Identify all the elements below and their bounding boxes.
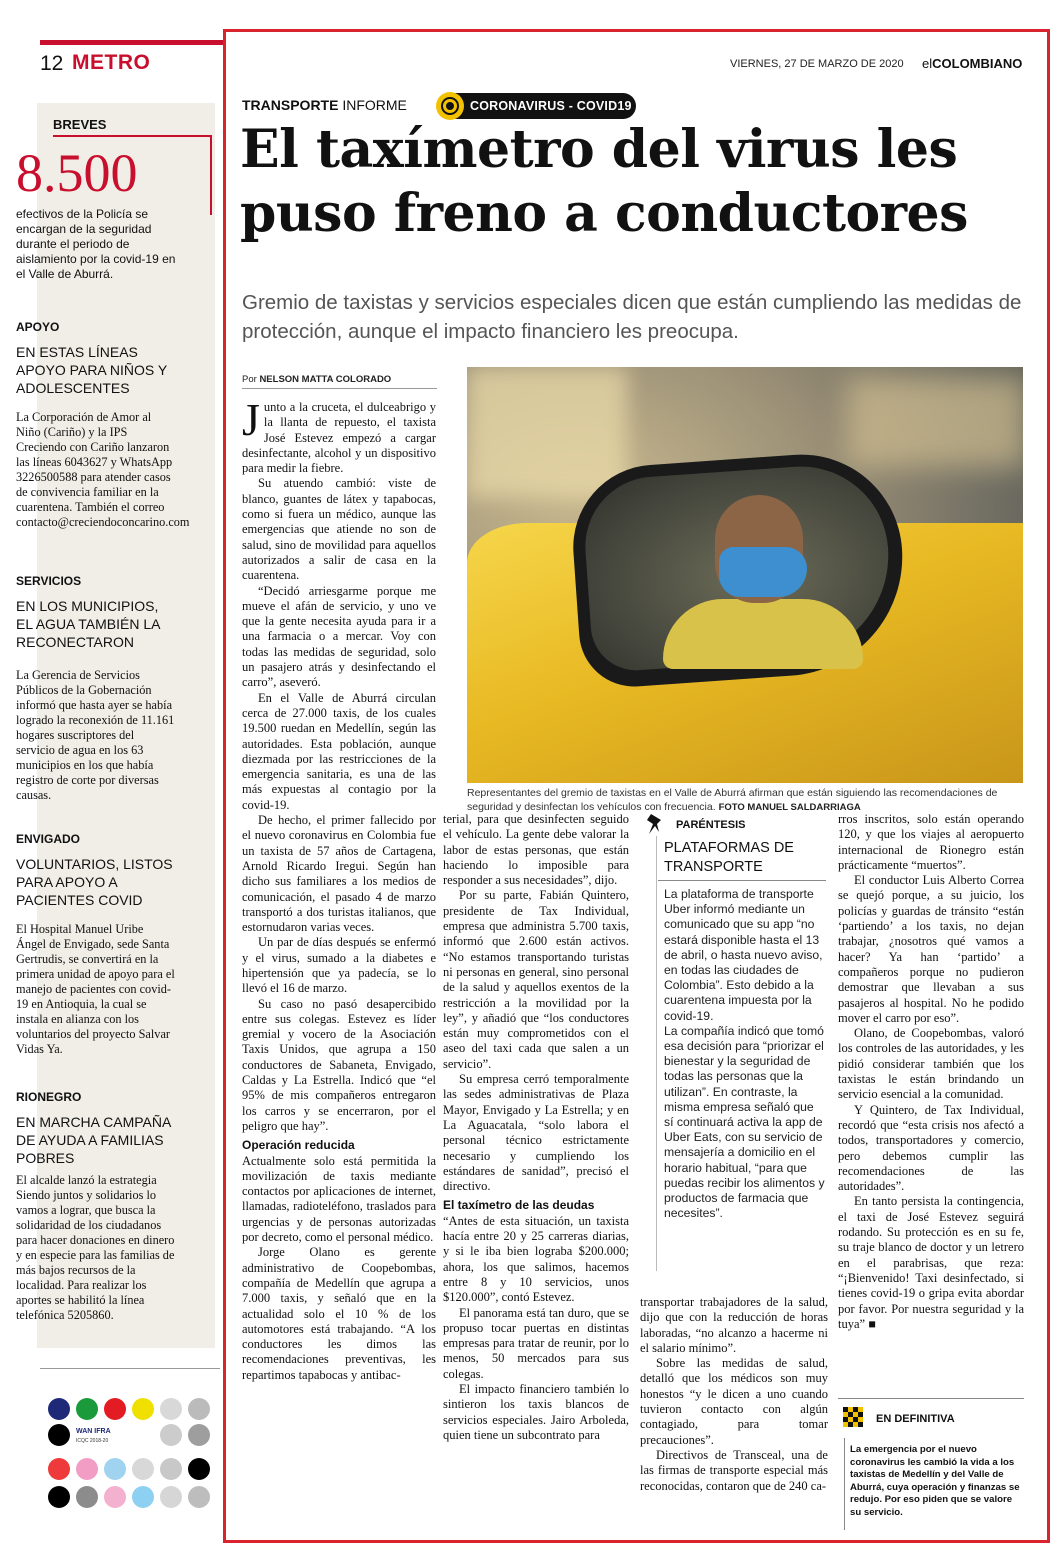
big-number-text: efectivos de la Policía se encargan de la seguridad durante el periodo de aislamiento por la covid-19 en el Valle de Aburrá. xyxy=(16,207,176,281)
parentesis-rule-vertical xyxy=(656,836,657,1271)
sidebar-item-title-envigado: VOLUNTARIOS, LISTOS PARA APOYO A PACIENTES COVID xyxy=(16,856,173,908)
newspaper-masthead: elCOLOMBIANO xyxy=(922,56,1023,71)
color-swatch xyxy=(48,1398,70,1420)
definitiva-rule-vertical xyxy=(844,1438,845,1530)
color-control-strip xyxy=(48,1398,198,1513)
icqc-label: ICQC 2018-20 xyxy=(76,1438,109,1444)
color-swatch xyxy=(76,1398,98,1420)
sidebar-item-title-rionegro: EN MARCHA CAMPAÑA DE AYUDA A FAMILIAS POBRES xyxy=(16,1114,171,1166)
color-swatch xyxy=(188,1398,210,1420)
color-swatch xyxy=(48,1458,70,1480)
deck: Gremio de taxistas y servicios especiales dicen que están cumpliendo las medidas de protección, aunque el impacto financiero les preocupa. xyxy=(242,291,1022,343)
dateline: VIERNES, 27 DE MARZO DE 2020 xyxy=(730,58,904,70)
color-swatch xyxy=(132,1398,154,1420)
header-rule xyxy=(40,40,225,45)
sidebar-item-head-rionegro: RIONEGRO xyxy=(16,1090,82,1104)
color-swatch xyxy=(76,1458,98,1480)
covid-badge-text: CORONAVIRUS - COVID19 xyxy=(470,99,632,113)
definitiva-rule xyxy=(838,1398,1024,1399)
page-number: 12 xyxy=(40,52,64,75)
section-name: METRO xyxy=(72,51,151,74)
dropcap: J xyxy=(242,394,260,445)
sidebar-item-head-envigado: ENVIGADO xyxy=(16,832,81,846)
parentesis-label: PARÉNTESIS xyxy=(676,819,746,831)
body-column-4: rros inscritos, solo están operando 120, y que los viajes al aeropuerto internacional de Rionegro están prácticamente “muertos”. El conductor Luis Alberto Correa se quejó porque, a su juicio, los policías y guardas de tránsito “están ‘partiendo’ a los taxis, no dejan trabajar, ¿nosotros qué vamos a hacer? Ya han ‘partido’ a compañeros porque no pudieron demostrar que llevaban a sus pasajeros al hospital. No he podido mover el carro por eso”. Olano, de Coopebombas, valoró los controles de las autoridades, y les pidió considerar también que los taxistas le están brindando un servicio esencial a la comunidad. Y Quintero, de Tax Individual, recordó que “esta crisis nos afectó a todos, transportadores y comercio, pero debemos cumplir las recomendaciones de las autoridades”. En tanto persista la contingencia, el taxi de José Estevez seguirá rodando. Su protección es en su fe, su traje blanco de doctor y un letrero en el parabrisas, que reza: “¡Bienvenido! Taxi desinfectado, si tienes covid-19 o gripa evita abordar por favor. Por nuestra seguridad y la tuya” ■ xyxy=(838,812,1024,1331)
definitiva-body: La emergencia por el nuevo coronavirus les cambió la vida a los taxistas de Medellín y del Valle de Aburrá, cuya operación y finanzas se redujo. Por eso piden que se valore su servicio. xyxy=(850,1444,1020,1518)
color-swatch xyxy=(132,1458,154,1480)
sidebar-item-body-rionegro: El alcalde lanzó la estrategia Siendo juntos y solidarios lo vamos a lograr, que busca la solidaridad de los ciudadanos para hacer donaciones en dinero y en especie para las familias de más bajos recursos de la localidad. Para realizar los aportes se habilitó la línea telefónica 5205860. xyxy=(16,1173,175,1322)
body-column-3: transportar trabajadores de la salud, dijo que con la reducción de horas laboradas, “no alcanzo a hacerme ni el salario mínimo”. Sobre las medidas de salud, detalló que los médicos son muy honestos “y le dicen a uno cuando tuvieron contacto con algún contagiado, para tomar precauciones”. Directivos de Transceal, una de las firmas de transporte especial más reconocidas, contaron que de 240 ca- xyxy=(640,1295,828,1493)
body-column-1: Junto a la cruceta, el dulceabrigo y la llanta de repuesto, el taxista José Estevez empezó a cargar desinfectante, alcohol y un dispositivo para medir la fiebre. Su atuendo cambió: viste de blanco, guantes de látex y tapabocas, como si fuera un médico, aunque las emergencias que atiende no son de salud, sino de movilidad para aquellos autorizados a salir de casa en la cuarentena. “Decidó arriesgarme porque me mueve el afán de servicio, y uno ve que la gente necesita ayuda para ir a una farmacia o a mercar. Voy con todas las medidas de seguridad, solo un pasajero atrás y desinfectando el carro”, aseveró. En el Valle de Aburrá circulan cerca de 27.000 taxis, de los cuales 19.500 ruedan en Medellín, según las autoridades. Esta población, aunque diezmada por las restricciones de la emergencia sanitaria, es una de las más expuestas al contagio por la covid-19. De hecho, el primer fallecido por el nuevo coronavirus en Colombia fue un taxista de 57 años de Cartagena, Arnold Ricardo Iregui. Según han dicho sus familiares a los medios de comunicación, el pasado 4 de marzo transportó a dos turistas italianos, que estornudaron varias veces. Un par de días después se enfermó y el virus, sumado a la diabetes e hipertensión que ya padecía, se lo llevó el 16 de marzo. Su caso no pasó desapercibido entre sus colegas. Estevez es líder gremial y vocero de la Asociación Taxis Unidos, que agrupa a 150 conductores de Sabaneta, Envigado, Caldas y La Estrella. Indicó que “el 95% de mis compañeros entregaron los carros y se encerraron, por el peligro que hay”. Operación reducida Actualmente solo está permitida la movilización de taxis mediante contactos por aplicaciones de internet, llamadas, radioteléfono, traslados para urgencias y de personas autorizadas por decreto, como el personal médico. Jorge Olano es gerente administrativo de Coopebombas, compañía de Medellín que agrupa a 7.000 taxis, y señaló que en la actualidad solo el 10 % de los automotores está trabajando. “A los conductores les dimos las recomendaciones preventivas, les repartimos tapabocas y antibac- xyxy=(242,394,436,1382)
face-mask xyxy=(719,547,807,597)
sidebar-item-head-servicios: SERVICIOS xyxy=(16,574,82,588)
ad-rule xyxy=(40,1368,220,1369)
sidebar-item-head-apoyo: APOYO xyxy=(16,320,60,334)
color-swatch xyxy=(160,1398,182,1420)
color-swatch xyxy=(188,1458,210,1480)
byline-rule xyxy=(242,388,437,389)
article-kicker: TRANSPORTE INFORME xyxy=(242,97,407,113)
parentesis-rule xyxy=(658,880,826,881)
color-swatch xyxy=(104,1486,126,1508)
color-swatch xyxy=(104,1458,126,1480)
sidebar-item-body-apoyo: La Corporación de Amor al Niño (Cariño) y la IPS Creciendo con Cariño lanzaron las líneas 6043627 y WhatsApp 3226500588 para atender casos de convivencia familiar en la cuarentena. También el correo contacto@creciendoconcarino.com xyxy=(16,410,190,529)
checker-icon xyxy=(843,1407,863,1427)
virus-icon xyxy=(436,92,464,120)
sidebar-item-title-servicios: EN LOS MUNICIPIOS, EL AGUA TAMBIÉN LA RECONECTARON xyxy=(16,598,160,650)
pin-icon xyxy=(645,812,665,836)
driver-shirt xyxy=(663,599,863,669)
breves-rule xyxy=(53,135,211,137)
breves-label: BREVES xyxy=(53,117,107,132)
headline: El taxímetro del virus les puso freno a conductores xyxy=(240,119,968,244)
sidebar-item-body-envigado: El Hospital Manuel Uribe Ángel de Envigado, sede Santa Gertrudis, se convertirá en la primera unidad de apoyo para el manejo de pacientes con covid-19 en Antioquia, la cual se instala en alianza con los voluntarios del proyecto Salvar Vidas Ya. xyxy=(16,922,175,1056)
parentesis-title: PLATAFORMAS DE TRANSPORTE xyxy=(664,840,794,875)
byline: Por NELSON MATTA COLORADO xyxy=(242,374,392,385)
subhead-operacion: Operación reducida xyxy=(242,1138,355,1153)
subhead-deudas: El taxímetro de las deudas xyxy=(443,1198,595,1213)
color-swatch xyxy=(132,1486,154,1508)
sidebar-item-body-servicios: La Gerencia de Servicios Públicos de la Gobernación informó que hasta ayer se había logrado la reconexión de 11.161 hogares suscriptores del servicio de agua en los 63 municipios en los que había registro de corte por diversas causas. xyxy=(16,668,175,802)
color-swatch xyxy=(160,1458,182,1480)
big-number: 8.500 xyxy=(16,143,138,203)
color-swatch xyxy=(76,1486,98,1508)
wan-ifra-logo: WAN IFRA xyxy=(76,1428,111,1435)
sidebar-item-title-apoyo: EN ESTAS LÍNEAS APOYO PARA NIÑOS Y ADOLESCENTES xyxy=(16,344,167,396)
covid-badge xyxy=(438,93,636,119)
color-swatch xyxy=(104,1398,126,1420)
color-swatch xyxy=(48,1424,70,1446)
color-swatch xyxy=(188,1486,210,1508)
color-swatch xyxy=(48,1486,70,1508)
color-swatch xyxy=(160,1486,182,1508)
parentesis-body: La plataforma de transporte Uber informó mediante un comunicado que su app “no estará disponible hasta el 13 de abril, o hasta nuevo aviso, en todas las ciudades de Colombia”. Esto debido a la cuarentena impuesta por la covid-19. La compañía indicó que tomó esa decisión para “priorizar el bienestar y la seguridad de todas las personas que la utilizan”. En contraste, la misma empresa señaló que sí continuará activa la app de Uber Eats, con su servicio de mensajería a domicilio en el horario habitual, “para que puedas recibir los alimentos y productos de farmacia que necesites”. xyxy=(664,887,825,1221)
breves-vrule xyxy=(210,135,212,215)
body-column-2: terial, para que desinfecten seguido el vehículo. La gente debe valorar la labor de estas personas, que están haciendo lo imposible para responder a sus necesidades”, dijo. Por su parte, Fabián Quintero, presidente de Tax Individual, empresa que administra 5.700 taxis, informó que 2.600 están activos. “No estamos transportando turistas ni personas en general, sino personal de la salud y aquellos exentos de la restricción a la movilidad por la ley”, y añadió que “los conductores están muy comprometidos con el aseo del taxi cada que salen a un servicio”. Su empresa cerró temporalmente las sedes administrativas de Plaza Mayor, Envigado y La Estrella; y en La Aguacatala, “solo labora el personal técnico estrictamente necesario y cumpliendo los estándares de sanidad”, precisó el directivo. El taxímetro de las deudas “Antes de esta situación, un taxista hacía entre 20 y 25 carreras diarias, y si le iba bien lograba $200.000; ahora, los que salimos, hacemos entre 8 y 10 servicios, unos $120.000”, contó Estevez. El panorama está tan duro, que se propuso tocar puertas en distintas empresas para tratar de reunir, por lo menos, 50 mercados para sus colegas. El impacto financiero también lo sintieron los taxis blancos de servicios especiales. Jairo Arboleda, quien tiene un subcontrato para xyxy=(443,812,629,1442)
article-photo xyxy=(467,367,1023,783)
color-swatch xyxy=(188,1424,210,1446)
color-swatch xyxy=(160,1424,182,1446)
definitiva-label: EN DEFINITIVA xyxy=(876,1413,955,1425)
photo-caption: Representantes del gremio de taxistas en el Valle de Aburrá afirman que están siguiendo las recomendaciones de seguridad y desinfectan los vehículos con frecuencia. FOTO MANUEL SALDARRIAGA xyxy=(467,787,998,813)
